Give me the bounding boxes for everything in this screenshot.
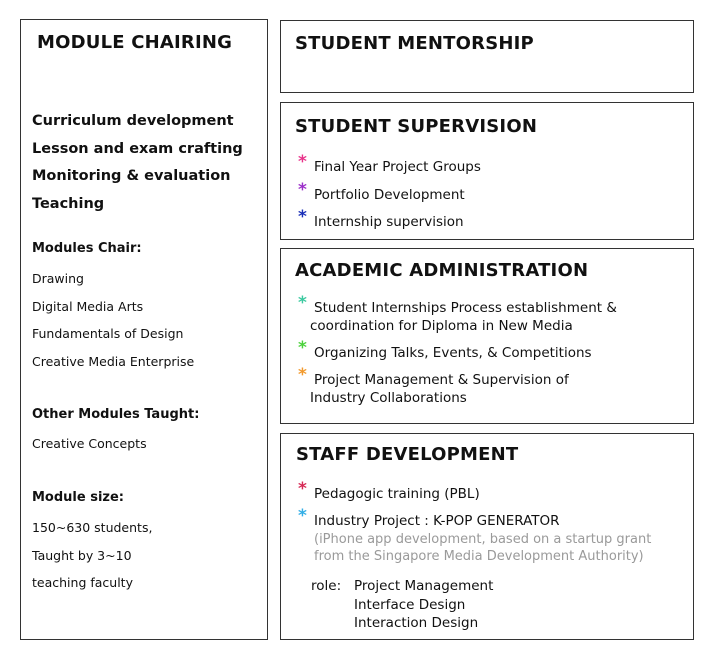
module-size-label: Module size: <box>32 490 125 505</box>
student-mentorship-panel <box>280 20 694 93</box>
list-item: * Industry Project : K-POP GENERATOR (iPhone app development, based on a startup grant from the Singapore Media Development Authority) <box>298 506 652 564</box>
star-bullet-icon: * <box>298 152 307 172</box>
star-bullet-icon: * <box>298 338 307 358</box>
list-item: * Student Internships Process establishment & coordination for Diploma in New Media <box>298 293 617 334</box>
list-item: * Final Year Project Groups <box>295 154 481 182</box>
other-modules-label: Other Modules Taught: <box>32 407 200 422</box>
size-line: 150~630 students, <box>32 520 153 535</box>
list-item: * Pedagogic training (PBL) <box>298 479 480 502</box>
academic-administration-title: ACADEMIC ADMINISTRATION <box>295 260 589 281</box>
duty-item: Curriculum development <box>32 113 234 129</box>
modules-chair-label: Modules Chair: <box>32 241 142 256</box>
role-label: role: <box>311 578 342 594</box>
module-chairing-panel <box>20 19 268 640</box>
student-mentorship-title: STUDENT MENTORSHIP <box>295 33 534 54</box>
duties-list <box>32 108 243 218</box>
duty-item: Lesson and exam crafting <box>32 140 243 157</box>
star-bullet-icon: * <box>298 365 307 385</box>
star-bullet-icon: * <box>298 293 307 313</box>
staff-development-title: STAFF DEVELOPMENT <box>296 444 519 465</box>
list-item: * Portfolio Development <box>295 182 481 210</box>
star-bullet-icon: * <box>298 207 307 227</box>
project-note: (iPhone app development, based on a startup grant <box>314 532 652 547</box>
role-block <box>311 577 493 633</box>
module-item: Creative Concepts <box>32 436 147 451</box>
list-item: * Internship supervision <box>295 209 481 237</box>
supervision-list <box>295 154 481 237</box>
other-modules-list <box>32 430 147 458</box>
list-item: * Organizing Talks, Events, & Competitions <box>298 338 592 361</box>
modules-chair-list <box>32 265 194 375</box>
module-item: Creative Media Enterprise <box>32 353 195 369</box>
module-item: Digital Media Arts <box>32 298 144 314</box>
staff-development-panel <box>280 433 694 640</box>
size-line: teaching faculty <box>32 575 133 590</box>
project-note: from the Singapore Media Development Authority) <box>314 549 644 564</box>
module-size-details <box>32 514 152 597</box>
staff-development-list <box>295 479 652 565</box>
module-item: Fundamentals of Design <box>32 326 184 341</box>
student-supervision-title: STUDENT SUPERVISION <box>295 116 538 137</box>
role-item: Interface Design <box>354 596 466 613</box>
role-item: Interaction Design <box>354 615 479 631</box>
star-bullet-icon: * <box>298 506 307 526</box>
star-bullet-icon: * <box>298 179 307 200</box>
module-chairing-title: MODULE CHAIRING <box>37 32 233 53</box>
size-line: Taught by 3~10 <box>32 547 132 563</box>
duty-item: Teaching <box>32 195 105 212</box>
module-item: Drawing <box>32 271 84 286</box>
list-item: * Project Management & Supervision of Industry Collaborations <box>298 365 569 406</box>
student-supervision-panel <box>280 102 694 240</box>
administration-list <box>295 293 617 407</box>
star-bullet-icon: * <box>298 479 307 499</box>
duty-item: Monitoring & evaluation <box>32 168 231 184</box>
academic-administration-panel <box>280 248 694 424</box>
role-item: Project Management <box>354 578 494 594</box>
